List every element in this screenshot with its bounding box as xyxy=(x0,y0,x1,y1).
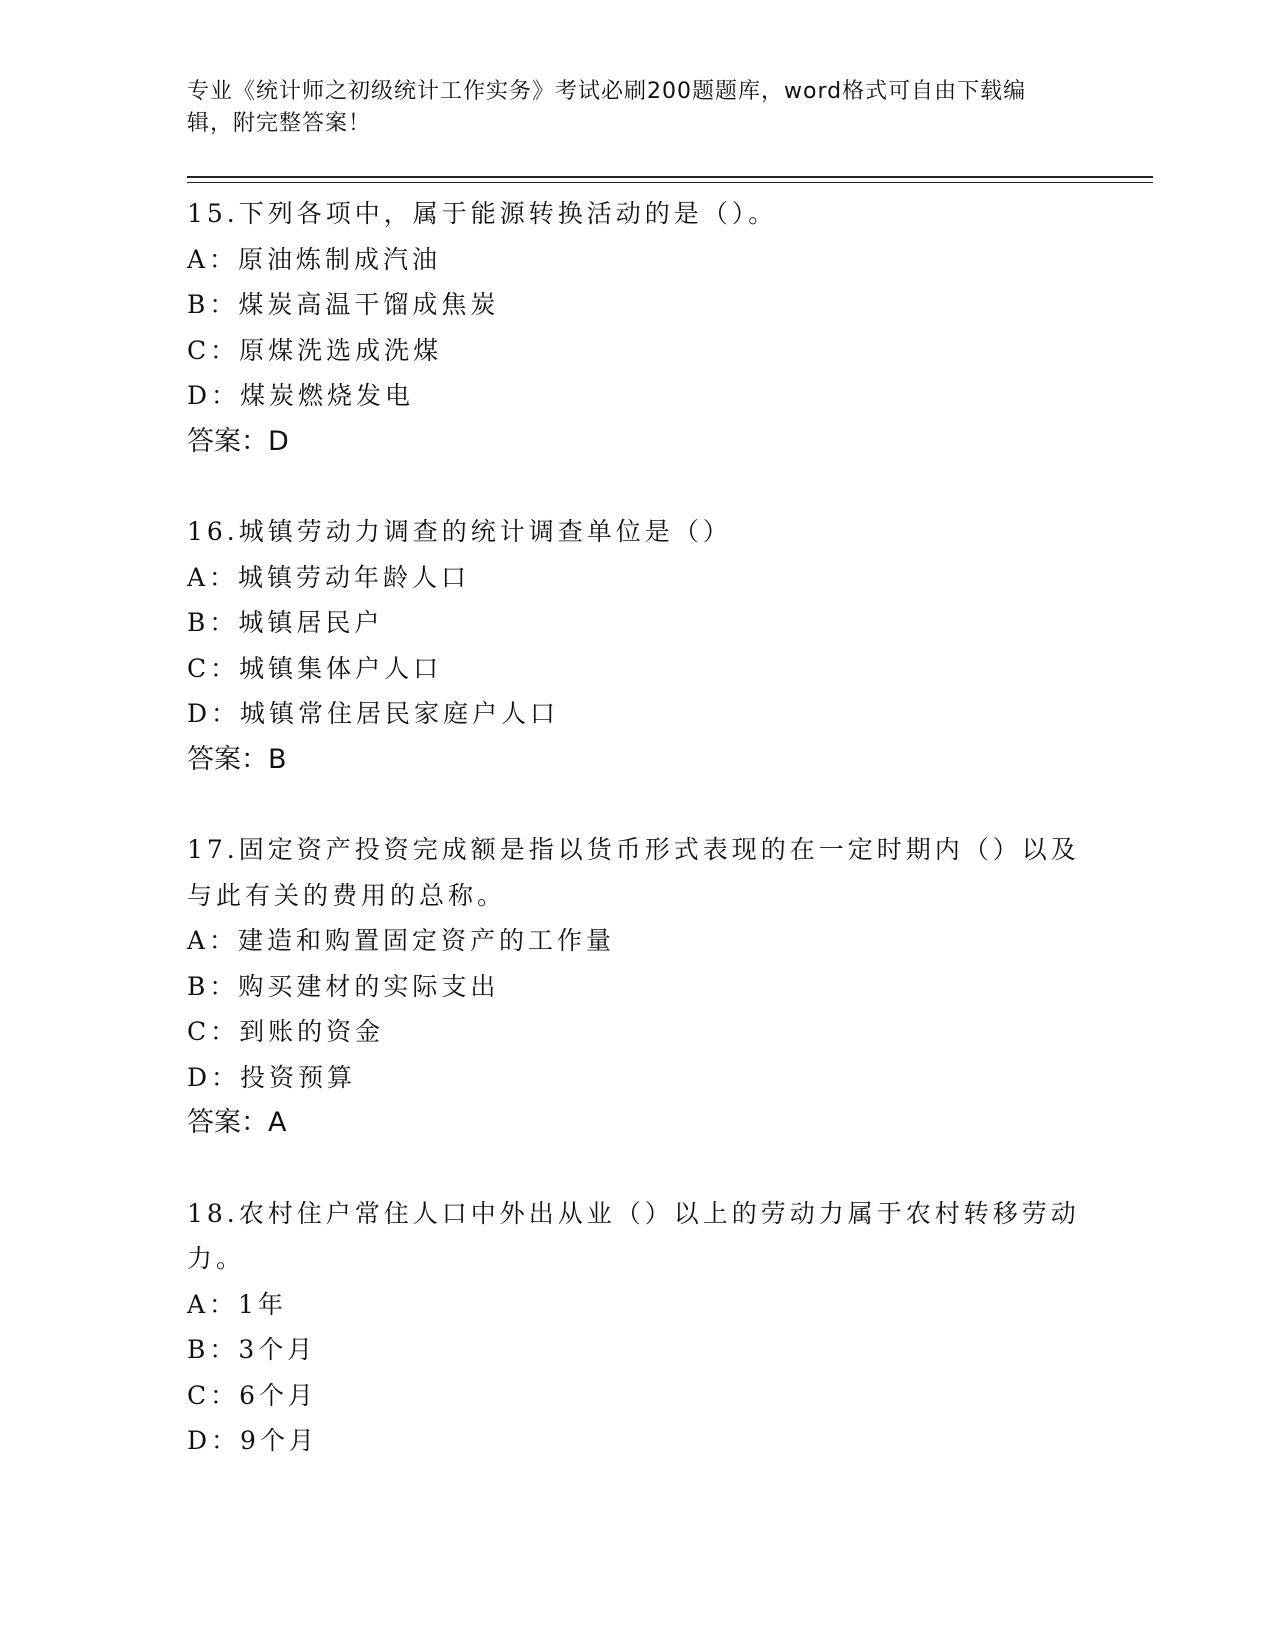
question-stem: 17.固定资产投资完成额是指以货币形式表现的在一定时期内（）以及与此有关的费用的总称。 xyxy=(187,835,1080,910)
answer-line: 答案：D xyxy=(187,425,289,457)
option-c: C：6个月 xyxy=(187,1380,318,1410)
option-a: A：建造和购置固定资产的工作量 xyxy=(187,926,616,955)
option-b: B：购买建材的实际支出 xyxy=(187,971,500,1001)
question-stem: 18.农村住户常住人口中外出从业（）以上的劳动力属于农村转移劳动力。 xyxy=(187,1198,1080,1273)
option-d: D：9个月 xyxy=(187,1426,318,1455)
question-17 xyxy=(187,827,1087,1146)
header-divider-thin xyxy=(187,182,1153,183)
option-a: A：城镇劳动年龄人口 xyxy=(187,562,471,592)
answer-line: 答案：A xyxy=(187,1107,287,1138)
option-a: A：原油炼制成汽油 xyxy=(187,244,442,274)
question-15 xyxy=(187,191,1087,464)
option-b: B：煤炭高温干馏成焦炭 xyxy=(187,290,500,319)
option-d: D：煤炭燃烧发电 xyxy=(187,381,415,410)
option-c: C：城镇集体户人口 xyxy=(187,653,443,683)
option-b: B：3个月 xyxy=(187,1335,317,1364)
option-a: A：1年 xyxy=(187,1289,287,1319)
question-stem: 16.城镇劳动力调查的统计调查单位是（） xyxy=(187,517,732,546)
header-divider xyxy=(187,176,1153,178)
question-18 xyxy=(187,1191,1087,1464)
answer-line: 答案：B xyxy=(187,743,287,775)
option-d: D：城镇常住居民家庭户人口 xyxy=(187,699,560,728)
option-d: D：投资预算 xyxy=(187,1062,357,1092)
option-c: C：到账的资金 xyxy=(187,1017,385,1046)
question-list xyxy=(187,191,1087,1509)
question-16 xyxy=(187,509,1087,782)
option-b: B：城镇居民户 xyxy=(187,608,384,637)
question-stem: 15.下列各项中，属于能源转换活动的是（）。 xyxy=(187,199,778,228)
option-c: C：原煤洗选成洗煤 xyxy=(187,335,443,365)
document-header: 专业《统计师之初级统计工作实务》考试必刷200题题库，word格式可自由下载编辑，附完整答案！ xyxy=(187,79,1027,136)
